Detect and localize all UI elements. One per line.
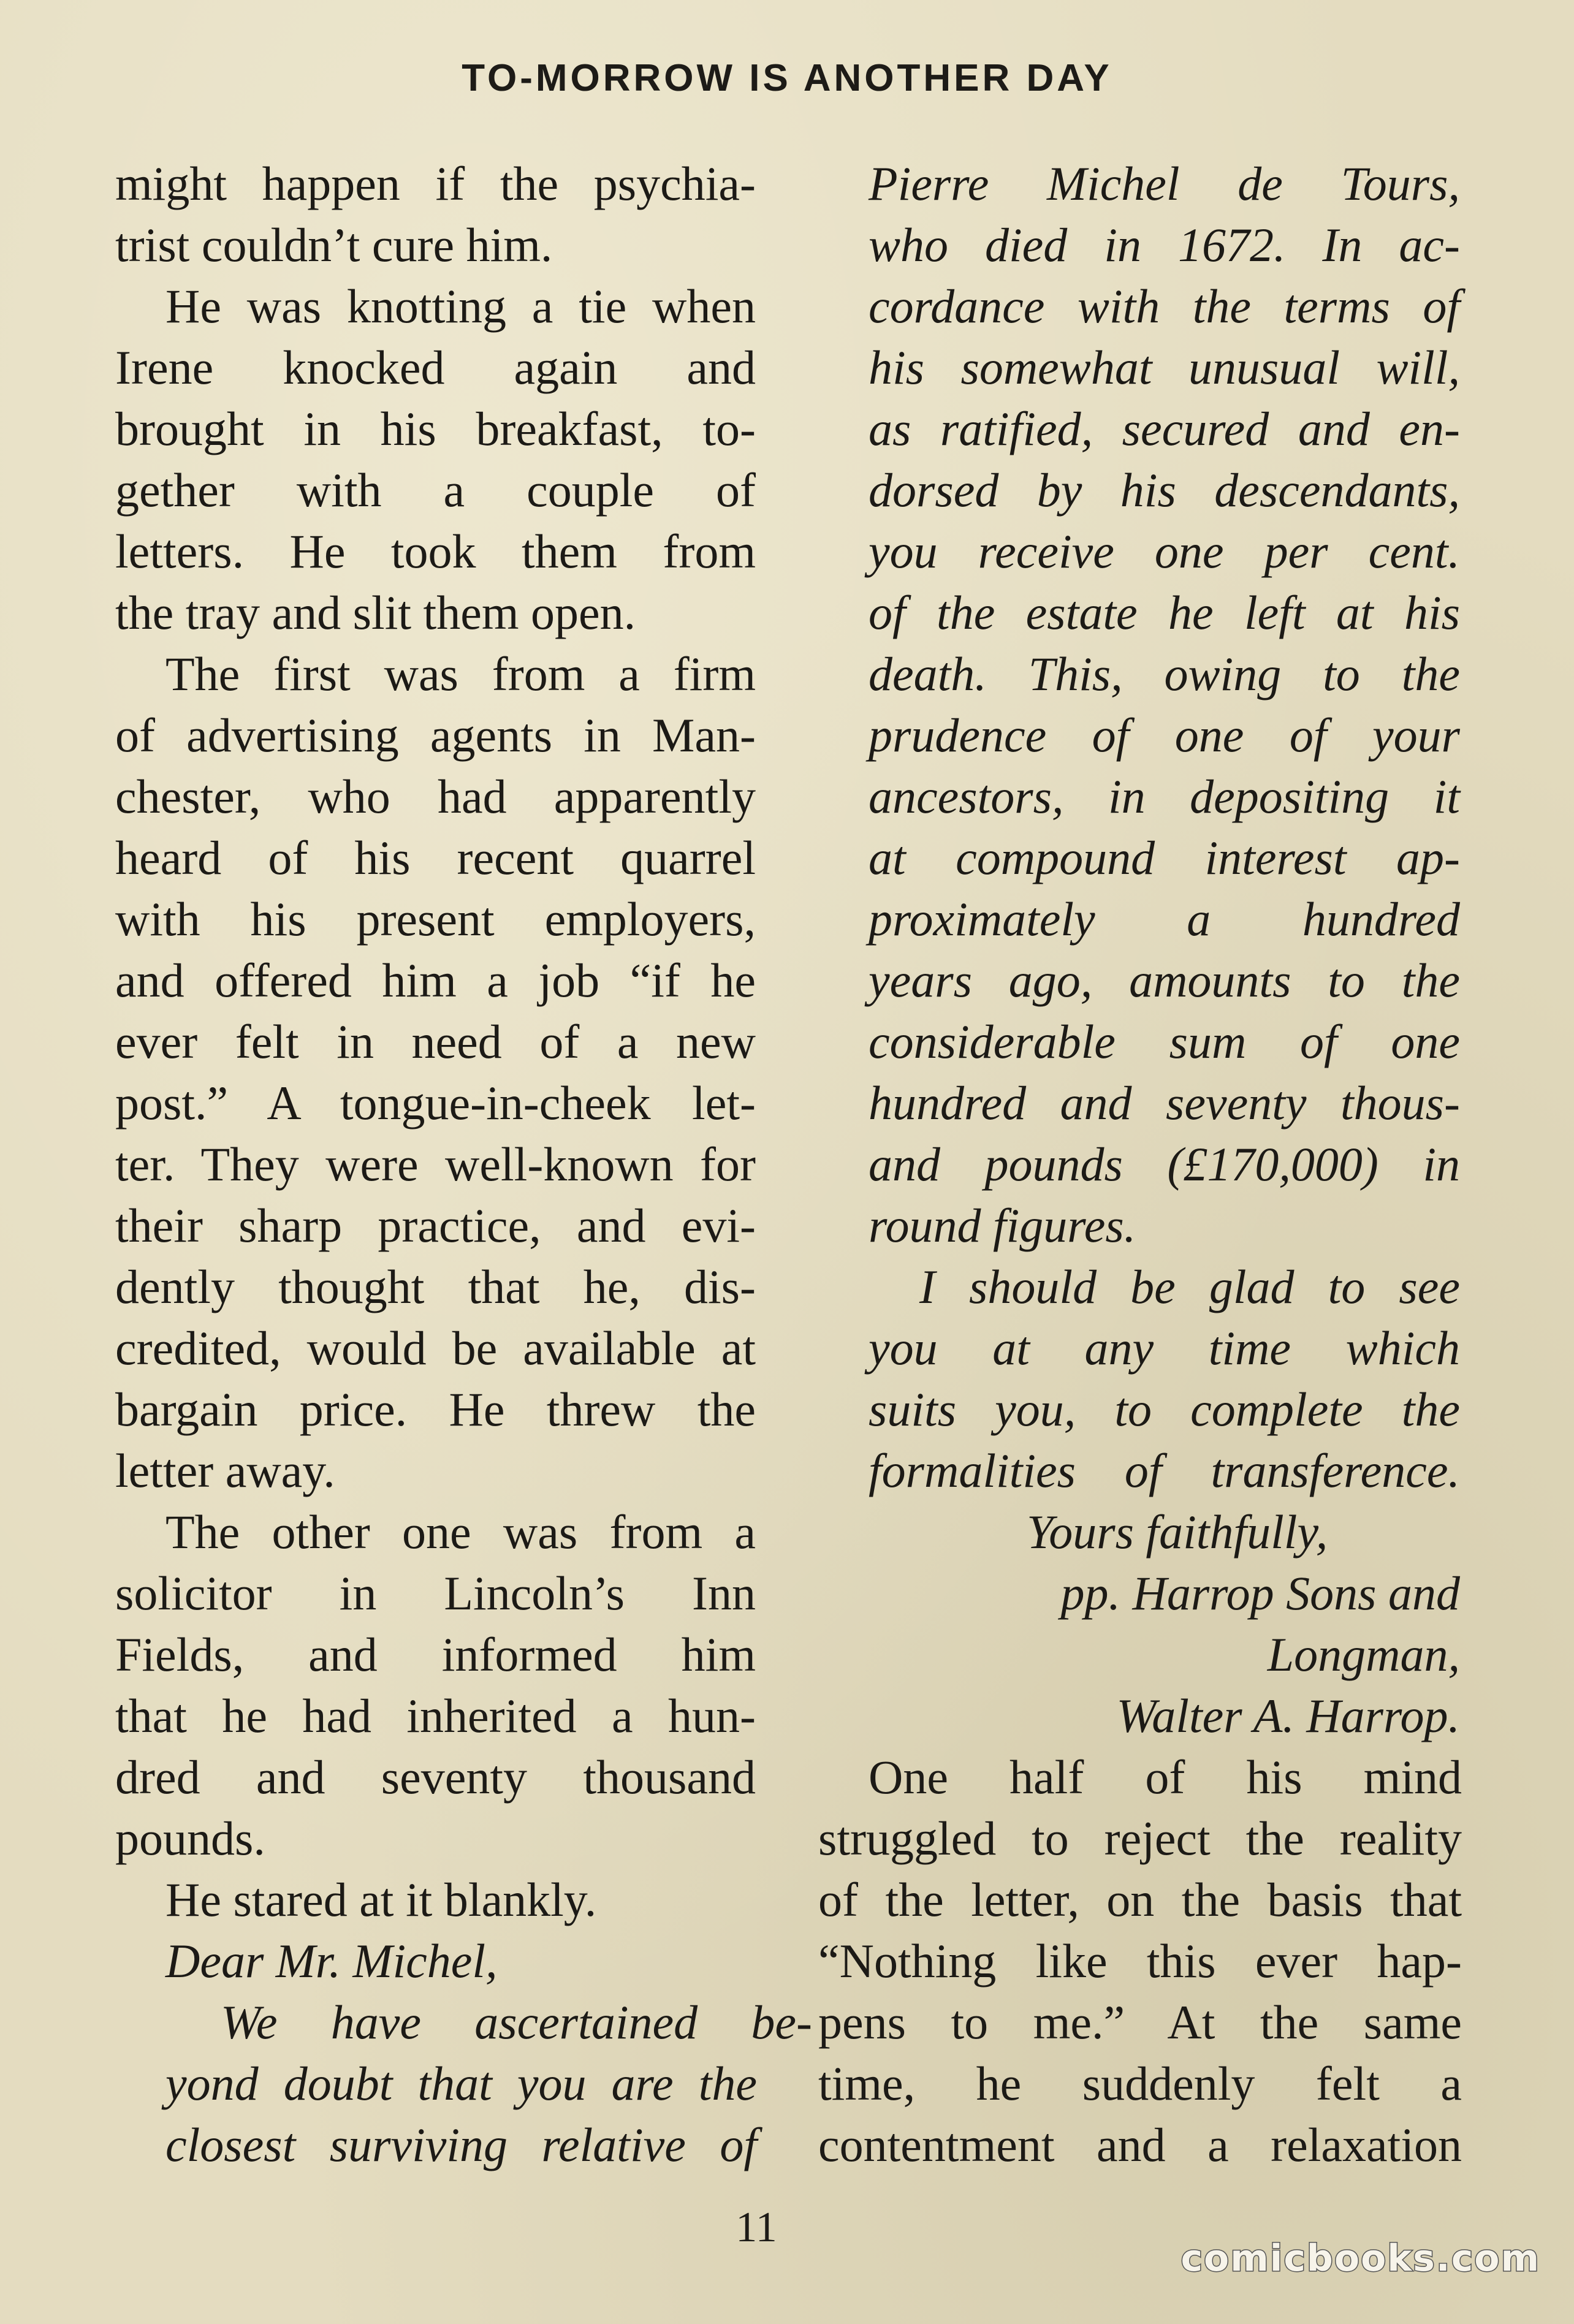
body-line: dred and seventy thousand [115,1750,756,1804]
letter-line: ancestors, in depositing it [869,770,1460,823]
letter-line: formalities of transference. [869,1444,1460,1497]
left-column [115,153,812,2176]
body-line: time, he suddenly felt a [818,2057,1462,2110]
body-line: ever felt in need of a new [115,1015,756,1068]
body-line: brought in his breakfast, to- [115,402,756,455]
letter-line: hundred and seventy thous- [869,1076,1460,1130]
body-line: He stared at it blankly. [165,1873,597,1926]
body-line: heard of his recent quarrel [115,831,756,884]
letter-line: round figures. [869,1199,1136,1252]
letter-line: and pounds (£170,000) in [869,1137,1460,1191]
body-line: letters. He took them from [115,525,756,578]
body-line: letter away. [115,1444,335,1497]
body-line: pens to me.” At the same [818,1996,1462,2049]
letter-line: yond doubt that you are the [165,2057,757,2110]
letter-salutation: Dear Mr. Michel, [165,1934,498,1988]
body-line: One half of his mind [869,1750,1462,1804]
letter-line: We have ascertained be- [221,1996,812,2049]
body-line: with his present employers, [115,892,756,946]
running-head: TO-MORROW IS ANOTHER DAY [462,57,1112,99]
letter-closing: Yours faithfully, [1027,1505,1328,1559]
body-line: might happen if the psychia- [115,157,756,210]
letter-line: dorsed by his descendants, [869,463,1460,517]
letter-line: closest surviving relative of [165,2118,757,2171]
body-line: trist couldn’t cure him. [115,218,553,272]
body-line: He was knotting a tie when [165,279,756,333]
letter-line: death. This, owing to the [869,647,1460,701]
letter-line: at compound interest ap- [869,831,1460,884]
body-line: credited, would be available at [115,1321,756,1375]
letter-line: considerable sum of one [869,1015,1460,1068]
body-line: the tray and slit them open. [115,586,636,639]
letter-signature: Walter A. Harrop. [1116,1689,1460,1742]
body-line: struggled to reject the reality [818,1812,1462,1865]
letter-line: as ratified, secured and en- [869,402,1460,455]
body-line: “Nothing like this ever hap- [818,1934,1462,1988]
body-line: of the letter, on the basis that [818,1873,1462,1926]
letter-line: cordance with the terms of [869,279,1460,333]
letter-line: prudence of one of your [869,708,1460,762]
body-line: and offered him a job “if he [115,954,756,1007]
body-line: contentment and a relaxation [818,2118,1462,2171]
letter-line: suits you, to complete the [869,1383,1460,1436]
letter-line: you at any time which [869,1321,1460,1375]
body-line: post.” A tongue-in-cheek let- [115,1076,756,1130]
body-line: that he had inherited a hun- [115,1689,756,1742]
right-column [818,153,1462,2176]
letter-signature: pp. Harrop Sons and [1060,1566,1460,1620]
body-line: of advertising agents in Man- [115,708,756,762]
body-line: pounds. [115,1812,265,1865]
body-line: ter. They were well-known for [115,1137,756,1191]
letter-signature: Longman, [1267,1628,1460,1681]
letter-line: years ago, amounts to the [869,954,1460,1007]
letter-line: proximately a hundred [869,892,1460,946]
page-number: 11 [736,2204,777,2251]
body-line: dently thought that he, dis- [115,1260,756,1313]
body-line: Fields, and informed him [115,1628,756,1681]
letter-line: his somewhat unusual will, [869,341,1460,394]
letter-line: Pierre Michel de Tours, [869,157,1460,210]
body-line: The first was from a firm [165,647,756,701]
body-line: Irene knocked again and [115,341,756,394]
body-line: chester, who had apparently [115,770,756,823]
body-line: solicitor in Lincoln’s Inn [115,1566,756,1620]
body-line: gether with a couple of [115,463,756,517]
body-line: The other one was from a [165,1505,756,1559]
letter-line: you receive one per cent. [869,525,1460,578]
body-line: bargain price. He threw the [115,1383,756,1436]
letter-line: I should be glad to see [919,1260,1460,1313]
letter-line: who died in 1672. In ac- [869,218,1460,272]
body-line: their sharp practice, and evi- [115,1199,756,1252]
letter-line: of the estate he left at his [869,586,1460,639]
watermark: comicbooks.com [1180,2237,1540,2280]
